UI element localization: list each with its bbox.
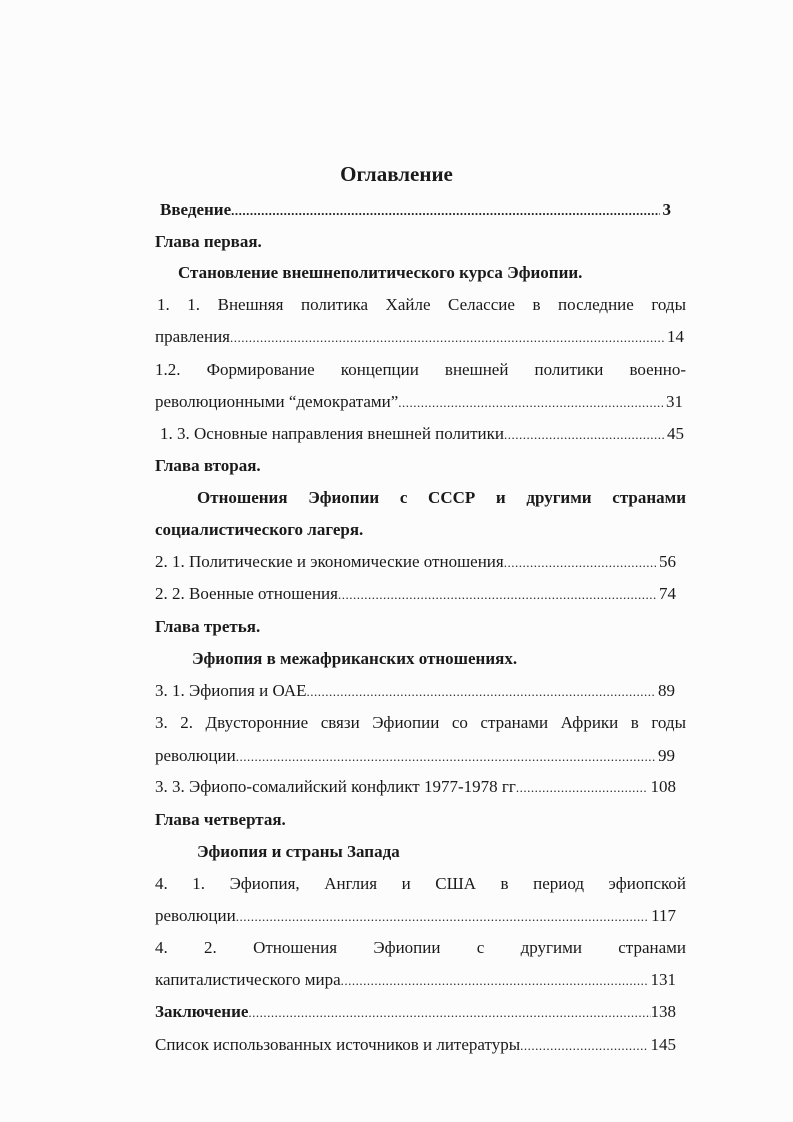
toc-entry: 1. 3. Основные направления внешней политики ..... 45 (160, 422, 684, 446)
toc-entry: 3. 3. Эфиопо-сомалийский конфликт 1977-1978 гг ..... 108 (155, 775, 676, 799)
page-number: 56 (659, 552, 676, 571)
toc-entry-line: 4. 1. Эфиопия, Англия и США в период эфиопской (155, 874, 686, 893)
chapter-title: Эфиопия в межафриканских отношениях. (192, 649, 518, 668)
toc-entry: 2. 2. Военные отношения ..... 74 (155, 582, 676, 606)
chapter-title: Становление внешнеполитического курса Эфиопии. (178, 263, 583, 282)
page-number: 74 (659, 584, 676, 603)
toc-entry-line: 3. 2. Двусторонние связи Эфиопии со странами Африки в годы (155, 713, 686, 732)
toc-entry-line: 1. 1. Внешняя политика Хайле Селассие в последние годы (157, 295, 686, 314)
toc-entry-bibliography: Список использованных источников и литературы ..... 145 (155, 1033, 676, 1057)
chapter-title: Эфиопия и страны Запада (197, 842, 400, 861)
toc-entry: правления ..... 14 (155, 325, 684, 349)
toc-entry: революции ..... 99 (155, 744, 675, 768)
page-number: 31 (666, 392, 683, 411)
chapter-heading: Глава первая. (155, 232, 262, 251)
toc-entry-line: 1.2. Формирование концепции внешней политики военно- (155, 360, 686, 379)
chapter-heading: Глава вторая. (155, 456, 261, 475)
chapter-heading: Глава третья. (155, 617, 261, 636)
chapter-title: социалистического лагеря. (155, 520, 364, 539)
page-number: 99 (658, 746, 675, 765)
toc-entry-conclusion: Заключение ..... 138 (155, 1000, 676, 1024)
page-number: 45 (667, 424, 684, 443)
page-number: 89 (658, 681, 675, 700)
toc-entry-line: 4. 2. Отношения Эфиопии с другими странами (155, 938, 686, 957)
toc-entry: революции ..... 117 (155, 904, 676, 928)
toc-entry-introduction: Введение ..... 3 (160, 198, 671, 222)
page-number: 138 (650, 1002, 676, 1021)
chapter-title: Отношения Эфиопии с СССР и другими странами (197, 488, 686, 507)
chapter-heading: Глава четвертая. (155, 810, 286, 829)
toc-entry: 2. 1. Политические и экономические отношения ..... 56 (155, 550, 676, 574)
page-number: 14 (667, 327, 684, 346)
page-number: 3 (662, 200, 671, 219)
toc-entry: революционными “демократами” ..... 31 (155, 390, 683, 414)
page-number: 108 (650, 777, 676, 796)
toc-entry: капиталистического мира ..... 131 (155, 968, 676, 992)
toc-entry: 3. 1. Эфиопия и ОАЕ ..... 89 (155, 679, 675, 703)
page-number: 131 (650, 970, 676, 989)
page-number: 145 (650, 1035, 676, 1054)
page-number: 117 (651, 906, 676, 925)
toc-title: Оглавление (340, 162, 453, 186)
